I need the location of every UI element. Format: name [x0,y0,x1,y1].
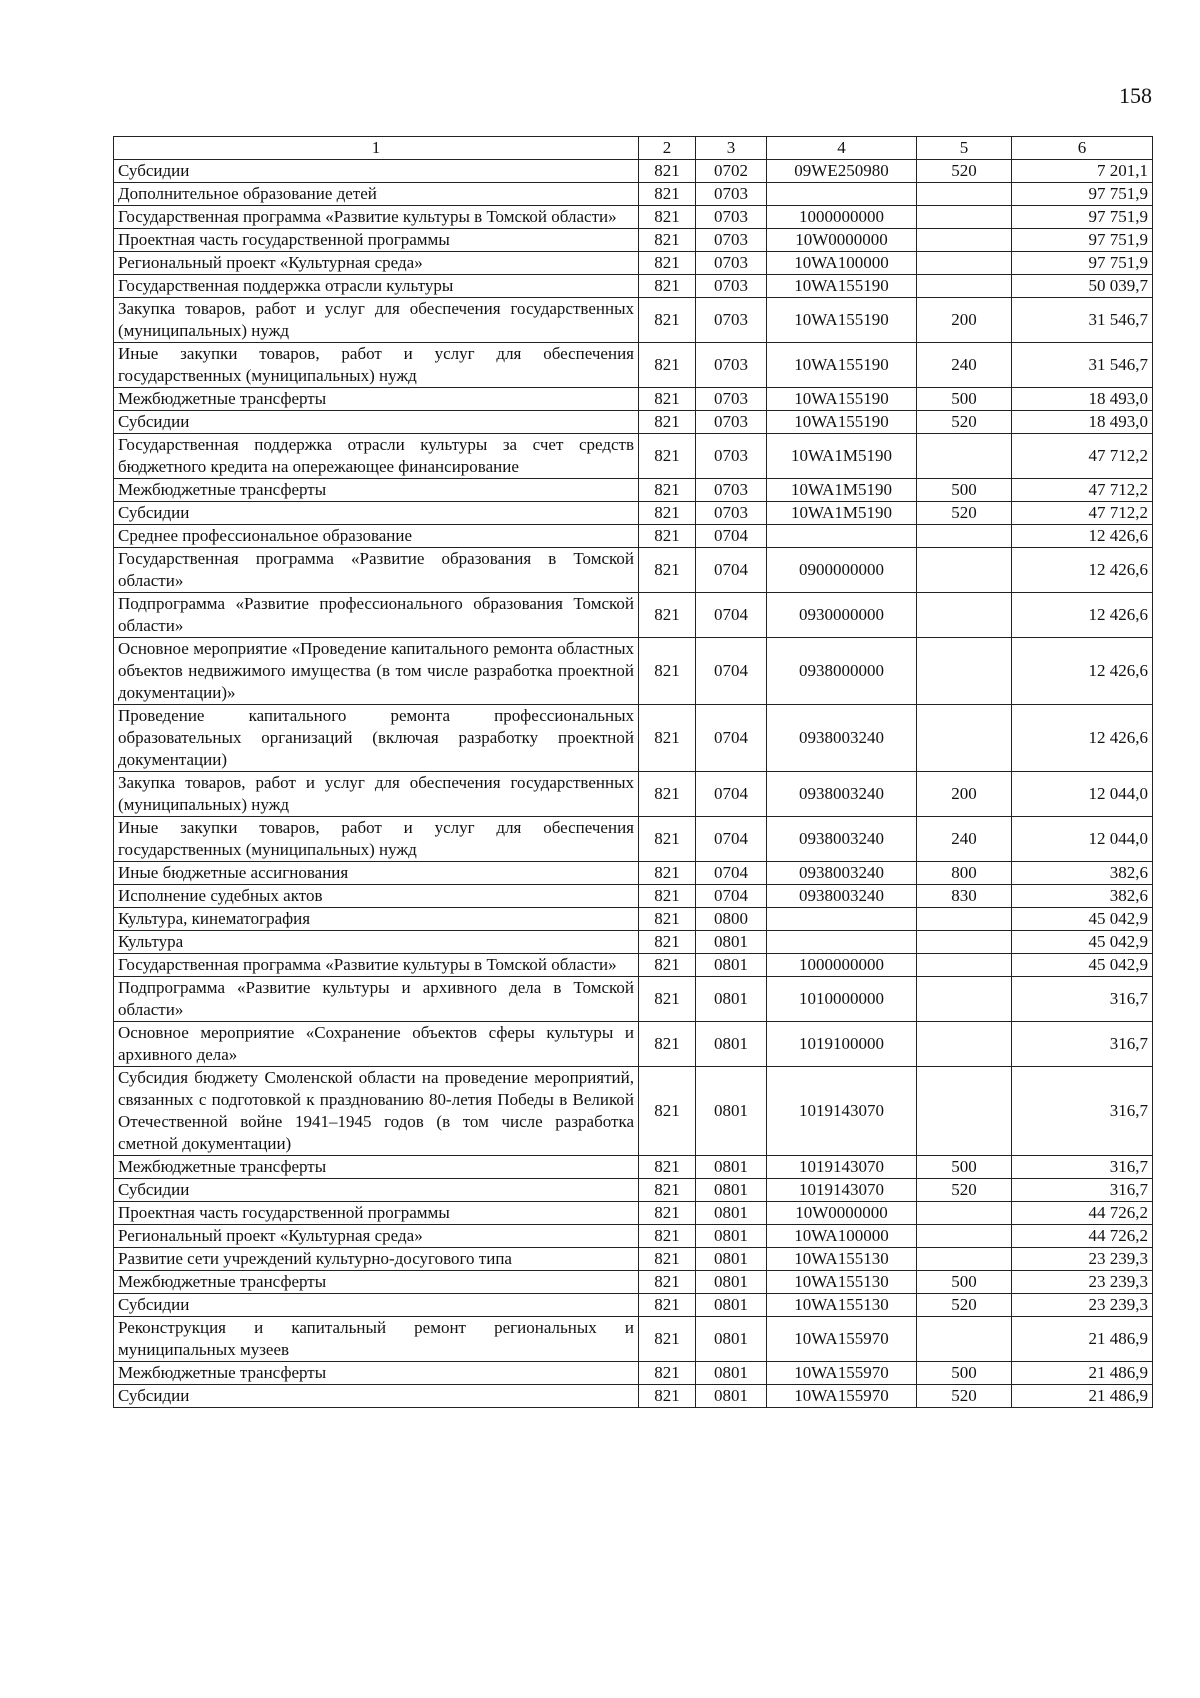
cell-name: Исполнение судебных актов [114,885,639,908]
cell-razdel: 0801 [696,1202,767,1225]
cell-sum: 12 044,0 [1012,772,1153,817]
cell-razdel: 0703 [696,434,767,479]
cell-vr: 500 [917,1362,1012,1385]
cell-ved: 821 [639,525,696,548]
cell-ved: 821 [639,388,696,411]
cell-name: Государственная программа «Развитие культуры в Томской области» [114,206,639,229]
cell-csr: 1019143070 [767,1067,917,1156]
cell-razdel: 0801 [696,977,767,1022]
cell-name: Реконструкция и капитальный ремонт региональных и муниципальных музеев [114,1317,639,1362]
cell-sum: 21 486,9 [1012,1385,1153,1408]
cell-csr: 10WA155190 [767,343,917,388]
cell-name: Проведение капитального ремонта профессиональных образовательных организаций (включая разработку проектной документации) [114,705,639,772]
header-row [114,137,1153,160]
cell-ved: 821 [639,931,696,954]
header-cell-razdel: 3 [696,137,767,160]
cell-csr: 10WA155130 [767,1271,917,1294]
table-row [114,1067,1153,1156]
table-row [114,1317,1153,1362]
cell-vr: 500 [917,479,1012,502]
table-row [114,931,1153,954]
cell-ved: 821 [639,862,696,885]
cell-csr [767,908,917,931]
cell-vr [917,1022,1012,1067]
table-row [114,954,1153,977]
cell-csr: 10WA155130 [767,1248,917,1271]
cell-vr: 240 [917,343,1012,388]
cell-razdel: 0704 [696,525,767,548]
cell-razdel: 0704 [696,593,767,638]
cell-csr: 10WA1M5190 [767,434,917,479]
cell-razdel: 0801 [696,954,767,977]
cell-razdel: 0800 [696,908,767,931]
cell-ved: 821 [639,1317,696,1362]
cell-ved: 821 [639,1248,696,1271]
table-row [114,1362,1153,1385]
cell-vr: 800 [917,862,1012,885]
budget-table [113,136,1153,1408]
cell-vr: 520 [917,1294,1012,1317]
cell-sum: 12 426,6 [1012,593,1153,638]
table-row [114,525,1153,548]
cell-vr [917,954,1012,977]
cell-name: Межбюджетные трансферты [114,1156,639,1179]
table-row [114,1225,1153,1248]
cell-csr: 1019143070 [767,1179,917,1202]
cell-sum: 382,6 [1012,885,1153,908]
table-row [114,343,1153,388]
cell-csr: 10WA100000 [767,252,917,275]
table-row [114,908,1153,931]
cell-csr: 0938003240 [767,772,917,817]
cell-razdel: 0801 [696,931,767,954]
header-cell-vr: 5 [917,137,1012,160]
cell-name: Субсидии [114,411,639,434]
table-row [114,1248,1153,1271]
cell-name: Межбюджетные трансферты [114,479,639,502]
cell-razdel: 0703 [696,388,767,411]
cell-ved: 821 [639,206,696,229]
cell-sum: 12 044,0 [1012,817,1153,862]
table-row [114,206,1153,229]
cell-name: Проектная часть государственной программы [114,229,639,252]
cell-ved: 821 [639,229,696,252]
table-row [114,1385,1153,1408]
cell-vr: 500 [917,388,1012,411]
cell-sum: 45 042,9 [1012,931,1153,954]
cell-razdel: 0703 [696,183,767,206]
cell-ved: 821 [639,479,696,502]
table-row [114,977,1153,1022]
table-row [114,817,1153,862]
cell-ved: 821 [639,1067,696,1156]
cell-sum: 12 426,6 [1012,525,1153,548]
cell-vr [917,434,1012,479]
cell-ved: 821 [639,298,696,343]
cell-sum: 18 493,0 [1012,388,1153,411]
cell-sum: 97 751,9 [1012,229,1153,252]
cell-razdel: 0801 [696,1385,767,1408]
cell-name: Субсидии [114,1385,639,1408]
cell-ved: 821 [639,548,696,593]
table-row [114,434,1153,479]
cell-vr [917,977,1012,1022]
table-row [114,1294,1153,1317]
cell-name: Иные закупки товаров, работ и услуг для обеспечения государственных (муниципальных) нужд [114,817,639,862]
cell-ved: 821 [639,275,696,298]
cell-razdel: 0703 [696,206,767,229]
cell-razdel: 0703 [696,502,767,525]
cell-sum: 12 426,6 [1012,705,1153,772]
cell-ved: 821 [639,411,696,434]
cell-name: Развитие сети учреждений культурно-досугового типа [114,1248,639,1271]
cell-razdel: 0704 [696,862,767,885]
cell-name: Региональный проект «Культурная среда» [114,1225,639,1248]
table-row [114,388,1153,411]
cell-name: Иные закупки товаров, работ и услуг для обеспечения государственных (муниципальных) нужд [114,343,639,388]
cell-name: Государственная поддержка отрасли культуры [114,275,639,298]
cell-razdel: 0704 [696,817,767,862]
cell-name: Субсидия бюджету Смоленской области на проведение мероприятий, связанных с подготовкой к празднованию 80-летия Победы в Великой Отечественной войне 1941–1945 годов (в том числе разработка сметной документации) [114,1067,639,1156]
cell-csr: 1000000000 [767,954,917,977]
cell-sum: 7 201,1 [1012,160,1153,183]
table-row [114,411,1153,434]
table-row [114,1179,1153,1202]
cell-vr: 200 [917,298,1012,343]
cell-ved: 821 [639,1179,696,1202]
table-row [114,885,1153,908]
cell-csr: 1019143070 [767,1156,917,1179]
cell-vr [917,206,1012,229]
cell-ved: 821 [639,1225,696,1248]
cell-csr: 0938003240 [767,862,917,885]
cell-sum: 45 042,9 [1012,908,1153,931]
cell-razdel: 0704 [696,772,767,817]
cell-razdel: 0801 [696,1317,767,1362]
cell-name: Основное мероприятие «Сохранение объектов сферы культуры и архивного дела» [114,1022,639,1067]
cell-razdel: 0801 [696,1362,767,1385]
cell-sum: 316,7 [1012,1156,1153,1179]
cell-csr: 0938003240 [767,705,917,772]
cell-csr: 0938003240 [767,885,917,908]
cell-razdel: 0801 [696,1179,767,1202]
cell-csr: 10WA100000 [767,1225,917,1248]
cell-vr: 520 [917,502,1012,525]
cell-vr [917,638,1012,705]
cell-name: Государственная поддержка отрасли культуры за счет средств бюджетного кредита на опережающее финансирование [114,434,639,479]
table-row [114,772,1153,817]
cell-name: Подпрограмма «Развитие культуры и архивного дела в Томской области» [114,977,639,1022]
cell-sum: 316,7 [1012,1022,1153,1067]
cell-razdel: 0801 [696,1225,767,1248]
cell-sum: 23 239,3 [1012,1294,1153,1317]
cell-name: Среднее профессиональное образование [114,525,639,548]
cell-name: Закупка товаров, работ и услуг для обеспечения государственных (муниципальных) нужд [114,772,639,817]
cell-ved: 821 [639,1156,696,1179]
cell-name: Основное мероприятие «Проведение капитального ремонта областных объектов недвижимого имущества (в том числе разработка проектной документации)» [114,638,639,705]
cell-vr [917,931,1012,954]
table-row [114,229,1153,252]
cell-sum: 45 042,9 [1012,954,1153,977]
cell-name: Межбюджетные трансферты [114,388,639,411]
cell-razdel: 0704 [696,885,767,908]
page-number: 158 [1119,83,1152,108]
cell-name: Проектная часть государственной программы [114,1202,639,1225]
cell-vr [917,183,1012,206]
table-body [114,160,1153,1408]
cell-razdel: 0702 [696,160,767,183]
cell-vr [917,275,1012,298]
cell-name: Иные бюджетные ассигнования [114,862,639,885]
header-cell-csr: 4 [767,137,917,160]
cell-ved: 821 [639,977,696,1022]
cell-csr: 0938003240 [767,817,917,862]
cell-csr: 1019100000 [767,1022,917,1067]
cell-vr: 520 [917,1179,1012,1202]
header-cell-ved: 2 [639,137,696,160]
cell-sum: 50 039,7 [1012,275,1153,298]
cell-sum: 97 751,9 [1012,183,1153,206]
table-row [114,705,1153,772]
cell-ved: 821 [639,954,696,977]
cell-vr: 520 [917,411,1012,434]
cell-razdel: 0703 [696,411,767,434]
cell-ved: 821 [639,1022,696,1067]
cell-razdel: 0801 [696,1271,767,1294]
cell-sum: 47 712,2 [1012,434,1153,479]
cell-sum: 382,6 [1012,862,1153,885]
cell-sum: 12 426,6 [1012,638,1153,705]
cell-razdel: 0704 [696,705,767,772]
cell-sum: 44 726,2 [1012,1202,1153,1225]
cell-csr: 1010000000 [767,977,917,1022]
cell-csr: 10WA155970 [767,1362,917,1385]
table-row [114,298,1153,343]
cell-name: Закупка товаров, работ и услуг для обеспечения государственных (муниципальных) нужд [114,298,639,343]
table-row [114,1271,1153,1294]
cell-razdel: 0703 [696,298,767,343]
cell-sum: 21 486,9 [1012,1362,1153,1385]
cell-csr: 10WA155970 [767,1385,917,1408]
cell-vr [917,525,1012,548]
cell-csr: 10WA1M5190 [767,479,917,502]
cell-name: Субсидии [114,502,639,525]
cell-ved: 821 [639,817,696,862]
table-row [114,548,1153,593]
header-cell-sum: 6 [1012,137,1153,160]
cell-csr: 10WA155970 [767,1317,917,1362]
cell-name: Субсидии [114,160,639,183]
cell-csr: 10WA155190 [767,298,917,343]
cell-name: Межбюджетные трансферты [114,1271,639,1294]
cell-ved: 821 [639,1385,696,1408]
cell-sum: 316,7 [1012,977,1153,1022]
cell-razdel: 0801 [696,1248,767,1271]
cell-csr: 09WE250980 [767,160,917,183]
cell-sum: 97 751,9 [1012,252,1153,275]
cell-name: Культура, кинематография [114,908,639,931]
cell-sum: 21 486,9 [1012,1317,1153,1362]
cell-csr: 10W0000000 [767,1202,917,1225]
cell-ved: 821 [639,885,696,908]
cell-csr [767,525,917,548]
cell-name: Дополнительное образование детей [114,183,639,206]
cell-sum: 23 239,3 [1012,1271,1153,1294]
table-row [114,1156,1153,1179]
cell-name: Государственная программа «Развитие культуры в Томской области» [114,954,639,977]
cell-sum: 47 712,2 [1012,479,1153,502]
cell-csr: 1000000000 [767,206,917,229]
cell-ved: 821 [639,1294,696,1317]
cell-name: Субсидии [114,1294,639,1317]
cell-ved: 821 [639,705,696,772]
cell-ved: 821 [639,1202,696,1225]
cell-csr: 10WA155190 [767,275,917,298]
table-row [114,1202,1153,1225]
cell-sum: 316,7 [1012,1067,1153,1156]
cell-csr [767,931,917,954]
cell-razdel: 0704 [696,548,767,593]
cell-vr: 500 [917,1156,1012,1179]
cell-csr: 10WA1M5190 [767,502,917,525]
cell-vr [917,593,1012,638]
cell-razdel: 0703 [696,479,767,502]
cell-sum: 44 726,2 [1012,1225,1153,1248]
cell-vr [917,1202,1012,1225]
cell-vr [917,229,1012,252]
cell-name: Региональный проект «Культурная среда» [114,252,639,275]
cell-ved: 821 [639,502,696,525]
cell-razdel: 0703 [696,343,767,388]
table-row [114,638,1153,705]
cell-csr: 10WA155190 [767,411,917,434]
cell-csr: 0900000000 [767,548,917,593]
cell-ved: 821 [639,343,696,388]
cell-vr [917,705,1012,772]
cell-csr: 10WA155190 [767,388,917,411]
cell-vr [917,252,1012,275]
cell-name: Культура [114,931,639,954]
cell-sum: 97 751,9 [1012,206,1153,229]
cell-sum: 31 546,7 [1012,343,1153,388]
cell-csr: 0938000000 [767,638,917,705]
cell-razdel: 0801 [696,1156,767,1179]
table-header [114,137,1153,160]
cell-ved: 821 [639,593,696,638]
cell-ved: 821 [639,772,696,817]
cell-ved: 821 [639,252,696,275]
cell-ved: 821 [639,908,696,931]
cell-vr: 830 [917,885,1012,908]
cell-vr [917,1248,1012,1271]
cell-razdel: 0703 [696,229,767,252]
table-row [114,275,1153,298]
table-row [114,862,1153,885]
cell-razdel: 0704 [696,638,767,705]
cell-sum: 31 546,7 [1012,298,1153,343]
cell-vr: 240 [917,817,1012,862]
cell-vr: 520 [917,1385,1012,1408]
cell-ved: 821 [639,183,696,206]
cell-name: Субсидии [114,1179,639,1202]
table-row [114,479,1153,502]
cell-vr: 520 [917,160,1012,183]
cell-name: Подпрограмма «Развитие профессионального образования Томской области» [114,593,639,638]
cell-sum: 47 712,2 [1012,502,1153,525]
cell-vr: 200 [917,772,1012,817]
cell-vr [917,1225,1012,1248]
table-row [114,183,1153,206]
header-cell-name: 1 [114,137,639,160]
cell-ved: 821 [639,638,696,705]
cell-ved: 821 [639,160,696,183]
cell-csr [767,183,917,206]
cell-razdel: 0703 [696,252,767,275]
cell-razdel: 0703 [696,275,767,298]
cell-vr [917,1317,1012,1362]
cell-csr: 10WA155130 [767,1294,917,1317]
cell-sum: 18 493,0 [1012,411,1153,434]
cell-ved: 821 [639,1362,696,1385]
cell-vr: 500 [917,1271,1012,1294]
cell-sum: 12 426,6 [1012,548,1153,593]
cell-razdel: 0801 [696,1294,767,1317]
cell-sum: 23 239,3 [1012,1248,1153,1271]
table-row [114,593,1153,638]
cell-name: Государственная программа «Развитие образования в Томской области» [114,548,639,593]
table-row [114,252,1153,275]
cell-ved: 821 [639,1271,696,1294]
cell-razdel: 0801 [696,1022,767,1067]
cell-csr: 0930000000 [767,593,917,638]
cell-csr: 10W0000000 [767,229,917,252]
table-row [114,1022,1153,1067]
cell-ved: 821 [639,434,696,479]
cell-razdel: 0801 [696,1067,767,1156]
cell-sum: 316,7 [1012,1179,1153,1202]
cell-vr [917,1067,1012,1156]
cell-name: Межбюджетные трансферты [114,1362,639,1385]
table-row [114,502,1153,525]
cell-vr [917,908,1012,931]
table-row [114,160,1153,183]
cell-vr [917,548,1012,593]
